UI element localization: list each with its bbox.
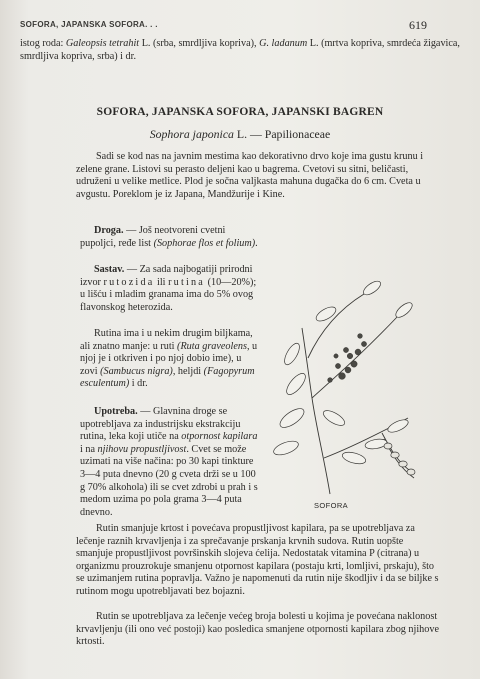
running-head: SOFORA, JAPANSKA SOFORA. . . (20, 20, 158, 29)
leaf (341, 450, 367, 466)
droga-paragraph: Droga. — Još neotvoreni cvetni pupoljci, ređe list (Sophorae flos et folium). (80, 225, 258, 249)
upotreba-paragraph: Upotreba. — Glavnina droge se upotrebljava za industrijsku ekstrakciju rutina, leka koji utiče na otpornost kapilara i na njihovu propustljivost. Cvet se može uzimati na više načina: po 30 kapi tinkture 3—4 puta dnevno (20 g cveta drži se u 100 g 70% alkohola) ili se cvet zdrobi u prah i s medom uzima po pola grama 3—4 puta dnevno. (80, 406, 258, 518)
figure-caption: SOFORA (314, 501, 349, 510)
leaf (282, 341, 303, 367)
leaf (386, 417, 410, 434)
rutin-paragraph: Rutina ima i u nekim drugim biljkama, ali znatno manje: u ruti (Ruta graveolens, u njoj je i otkriven i po njoj dobio ime), u zovi (Sambucus nigra), heljdi (Fagopyrum esculentum) i dr. (80, 328, 258, 390)
rutin-usage-paragraph: Rutin se upotrebljava za lečenje većeg broja bolesti u kojima je povećana naklonost krvavljenju (ili ono već postoji) kao posledica smanjene otpornosti kapilara zbog njihove krtosti. (76, 611, 439, 648)
upotreba-label: Upotreba. (94, 406, 138, 417)
sastav-label: Sastav. (94, 264, 125, 275)
description-paragraph: Sadi se kod nas na javnim mestima kao dekorativno drvo koje ima gustu krunu i zelene grane. Listovi su perasto deljeni kao u bagrema. Cvetovi su sitni, beličasti, udruženi u velike metlice. Plod je sočna valjkasta mahuna dugačka do 6 cm. Cveta u avgustu. Poreklom je iz Japana, Mandžurije i Kine. (76, 151, 424, 200)
latin-name: Sophora japonica (149, 127, 234, 141)
flower-cluster (339, 373, 346, 380)
page-number: 619 (409, 18, 427, 32)
leaf (283, 371, 308, 398)
leaf (321, 408, 347, 429)
intro-paragraph: istog roda: Galeopsis tetrahit L. (srba, smrdljiva kopriva), G. ladanum L. (mrtva kopriva, smrdeća žigavica, smrdljiva kopriva, srba) i dr. (20, 38, 460, 62)
leaf (393, 300, 414, 320)
leaf (364, 438, 387, 451)
leaf (361, 279, 383, 298)
sastav-paragraph: Sastav. — Za sada najbogatiji prirodni izvor rutozida ili rutina (10—20%); u lišću i mladim granama ima do 5% ovog flavonskog heterozida. (80, 264, 257, 313)
droga-label: Droga. (94, 225, 124, 236)
leaf (277, 405, 307, 431)
rutin-effects-paragraph: Rutin smanjuje krtost i povećava propustljivost kapilara, pa se upotrebljava za lečenje raznih krvavljenja i za sprečavanje prskanja krvnih sudova. Rutin uopšte smanjuje propustljivost površinskih slojeva ćelija. Nedostatak vitamina P (citrana) u organizmu prouzrokuje smanjenu otpornost kapilara (postaju krti, lomljivi, prskaju), što se uzimanjem rutina popravlja. Važno je napomenuti da rutin nije škodljiv i da se biljke s rutinom mogu upotrebljavati bez bojazni. (76, 523, 439, 597)
article-subtitle: Sophora japonica L. — Papilionaceae (149, 127, 331, 141)
sophora-illustration (272, 258, 432, 498)
article-title: SOFORA, JAPANSKA SOFORA, JAPANSKI BAGREN (96, 106, 384, 118)
leaf (272, 438, 300, 457)
leaf (314, 304, 338, 324)
